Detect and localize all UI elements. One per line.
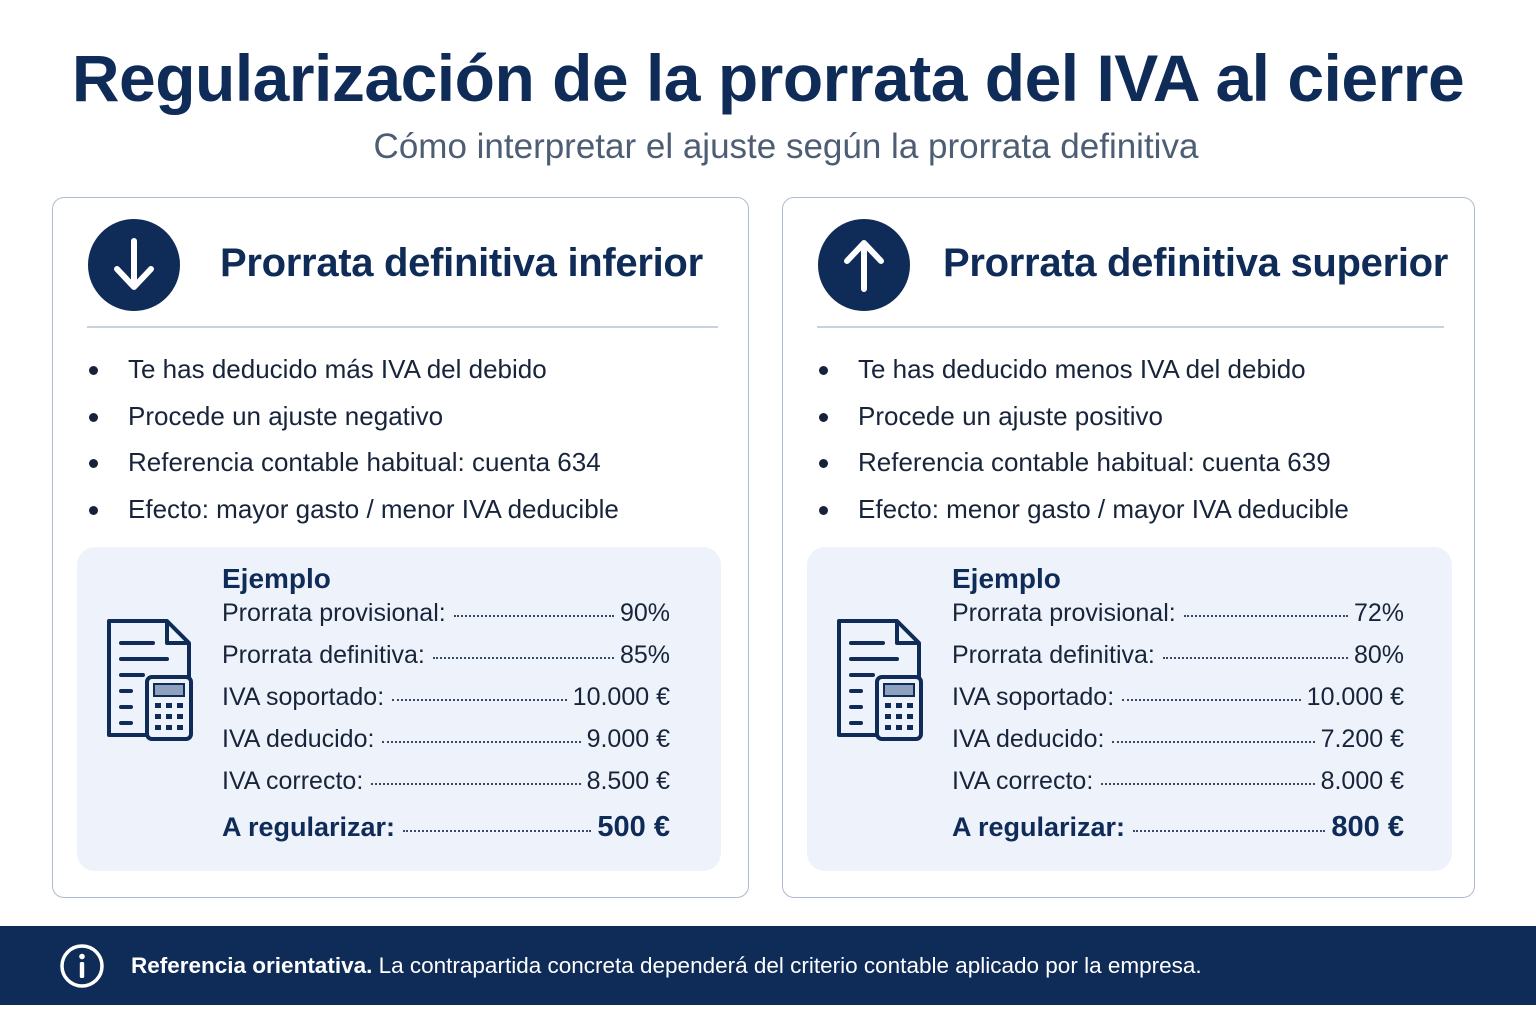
- dot-leader: [392, 699, 567, 701]
- info-icon: [59, 943, 105, 989]
- example-title: Ejemplo: [222, 563, 331, 594]
- footer-note: [131, 953, 1202, 979]
- panel-title: Prorrata definitiva inferior: [220, 241, 703, 285]
- row-label: IVA deducido:: [222, 725, 375, 753]
- example-row: [222, 641, 670, 683]
- example-box: [77, 547, 721, 871]
- divider: [817, 326, 1444, 328]
- row-label: IVA soportado:: [222, 683, 385, 711]
- total-label: A regularizar:: [952, 812, 1126, 842]
- bullet-item: Referencia contable habitual: cuenta 639: [817, 443, 1349, 490]
- row-value: 8.500 €: [586, 767, 670, 795]
- dot-leader: [403, 830, 591, 832]
- bullet-item: Efecto: menor gasto / mayor IVA deducible: [817, 490, 1349, 537]
- example-row: [952, 641, 1404, 683]
- example-row: [952, 599, 1404, 641]
- dot-leader: [433, 657, 614, 659]
- divider: [87, 326, 718, 328]
- row-label: IVA correcto:: [222, 767, 364, 795]
- dot-leader: [1184, 615, 1348, 617]
- document-calculator-icon: [833, 617, 925, 745]
- dot-leader: [1133, 830, 1325, 832]
- example-rows: [222, 599, 670, 859]
- example-rows: [952, 599, 1404, 859]
- example-row: [952, 767, 1404, 809]
- row-value: 90%: [619, 599, 670, 627]
- footer-note-text: La contrapartida concreta dependerá del criterio contable aplicado por la empresa.: [372, 953, 1202, 978]
- bullet-item: Procede un ajuste positivo: [817, 397, 1349, 444]
- example-row: [222, 599, 670, 641]
- row-value: 10.000 €: [1306, 683, 1404, 711]
- dot-leader: [1122, 699, 1301, 701]
- arrow-down-icon: [88, 219, 180, 311]
- example-row: [222, 767, 670, 809]
- row-label: Prorrata provisional:: [952, 599, 1176, 627]
- dot-leader: [454, 615, 614, 617]
- row-value: 85%: [619, 641, 670, 669]
- row-label: Prorrata definitiva:: [222, 641, 425, 669]
- dot-leader: [1112, 741, 1314, 743]
- example-row: [952, 683, 1404, 725]
- row-label: Prorrata provisional:: [222, 599, 446, 627]
- bullet-list: [87, 350, 619, 536]
- panel-prorrata-inferior: [52, 197, 749, 898]
- row-value: 7.200 €: [1320, 725, 1404, 753]
- page-title: Regularización de la prorrata del IVA al cierre: [71, 41, 1465, 115]
- example-row: [222, 725, 670, 767]
- total-value: 500 €: [597, 811, 670, 843]
- row-label: IVA correcto:: [952, 767, 1094, 795]
- panel-prorrata-superior: [782, 197, 1475, 898]
- row-label: IVA soportado:: [952, 683, 1115, 711]
- footer-note-bold: Referencia orientativa.: [131, 953, 373, 978]
- panel-title: Prorrata definitiva superior: [943, 241, 1449, 285]
- bullet-list: [817, 350, 1349, 536]
- total-value: 800 €: [1331, 811, 1404, 843]
- total-label: A regularizar:: [222, 812, 396, 842]
- example-total-row: [222, 811, 670, 859]
- bullet-item: Efecto: mayor gasto / menor IVA deducible: [87, 490, 619, 537]
- example-row: [952, 725, 1404, 767]
- bullet-item: Te has deducido más IVA del debido: [87, 350, 619, 397]
- row-value: 9.000 €: [586, 725, 670, 753]
- example-box: [807, 547, 1452, 871]
- example-total-row: [952, 811, 1404, 859]
- arrow-up-icon: [818, 219, 910, 311]
- dot-leader: [1163, 657, 1348, 659]
- row-label: IVA deducido:: [952, 725, 1105, 753]
- document-calculator-icon: [103, 617, 195, 745]
- row-value: 10.000 €: [572, 683, 670, 711]
- row-value: 8.000 €: [1320, 767, 1404, 795]
- bullet-item: Procede un ajuste negativo: [87, 397, 619, 444]
- dot-leader: [382, 741, 580, 743]
- example-title: Ejemplo: [952, 563, 1061, 594]
- bullet-item: Te has deducido menos IVA del debido: [817, 350, 1349, 397]
- bullet-item: Referencia contable habitual: cuenta 634: [87, 443, 619, 490]
- footer-banner: [0, 926, 1536, 1005]
- row-label: Prorrata definitiva:: [952, 641, 1155, 669]
- row-value: 72%: [1353, 599, 1404, 627]
- row-value: 80%: [1353, 641, 1404, 669]
- page-subtitle: Cómo interpretar el ajuste según la prorrata definitiva: [373, 127, 1199, 166]
- dot-leader: [371, 783, 580, 785]
- dot-leader: [1101, 783, 1314, 785]
- example-row: [222, 683, 670, 725]
